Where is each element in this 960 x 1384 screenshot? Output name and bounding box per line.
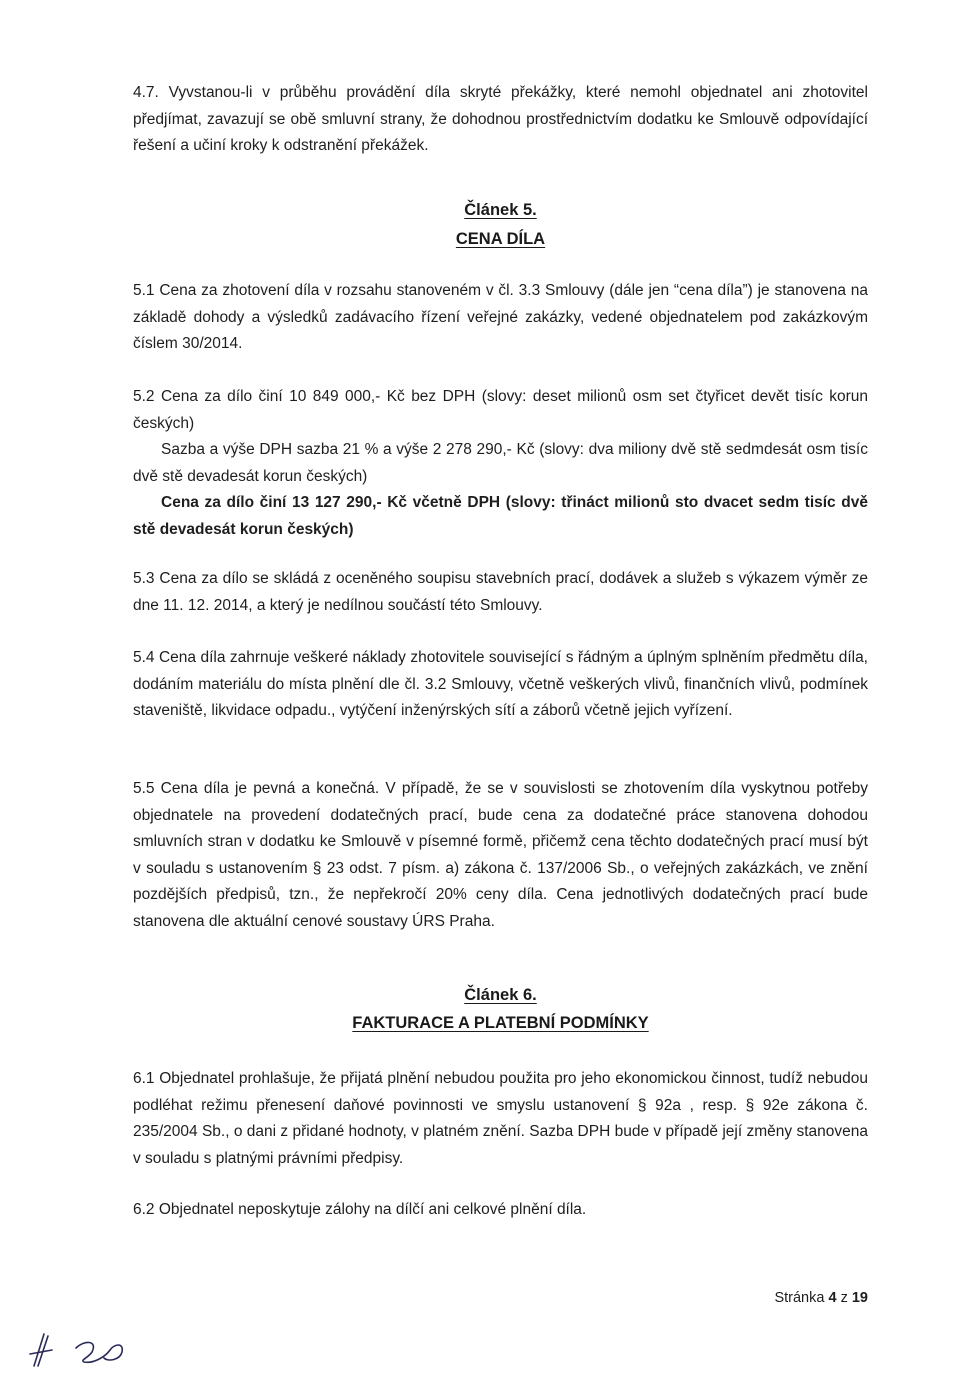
article-6-title: Článek 6.	[464, 986, 537, 1004]
paragraph-6-2: 6.2 Objednatel neposkytuje zálohy na dílčí ani celkové plnění díla.	[133, 1201, 587, 1218]
handwritten-initials-icon	[24, 1326, 134, 1372]
paragraph-5-2-vat: Sazba a výše DPH sazba 21 % a výše 2 278 290,- Kč (slovy: dva miliony dvě stě sedmdesát osm tisíc dvě stě devadesát korun českých)	[133, 441, 868, 485]
paragraph-5-4: 5.4 Cena díla zahrnuje veškeré náklady zhotovitele související s řádným a úplným splněním předmětu díla, dodáním materiálu do místa plnění dle čl. 3.2 Smlouvy, včetně veškerých vlivů, finančních vlivů, podmínek staveniště, likvidace odpadu., vytýčení inženýrských sítí a záborů včetně jejich vyřízení.	[133, 649, 868, 719]
paragraph-4-7: 4.7. Vyvstanou-li v průběhu provádění díla skryté překážky, které nemohl objednatel ani zhotovitel předjímat, zavazují se obě smluvní strany, že dohodnou prostřednictvím dodatku ke Smlouvě odpovídající řešení a učiní kroky k odstranění překážek.	[133, 84, 868, 154]
page-number-prefix: Stránka	[774, 1290, 825, 1306]
paragraph-6-1: 6.1 Objednatel prohlašuje, že přijatá plnění nebudou použita pro jeho ekonomickou činnost, tudíž nebudou podléhat režimu přenesení daňové povinnosti ve smyslu ustanovení § 92a , resp. § 92e zákona č. 235/2004 Sb., o dani z přidané hodnoty, v platném znění. Sazba DPH bude v případě její změny stanovena v souladu s platnými právními předpisy.	[133, 1070, 868, 1167]
paragraph-5-2	[133, 384, 868, 543]
paragraph-5-2-price-with-vat: Cena za dílo činí 13 127 290,- Kč včetně DPH (slovy: třináct milionů sto dvacet sedm tisíc dvě stě devadesát korun českých)	[133, 494, 868, 538]
paragraph-5-1: 5.1 Cena za zhotovení díla v rozsahu stanoveném v čl. 3.3 Smlouvy (dále jen “cena díla”) je stanovena na základě dohody a výsledků zadávacího řízení veřejné zakázky, vedené objednatelem pod zakázkovým číslem 30/2014.	[133, 282, 868, 352]
article-5-subtitle: CENA DÍLA	[455, 230, 546, 248]
paragraph-5-2-price-without-vat: 5.2 Cena za dílo činí 10 849 000,- Kč bez DPH (slovy: deset milionů osm set čtyřicet devět tisíc korun českých)	[133, 388, 868, 432]
page-number-current: 4	[828, 1290, 837, 1306]
article-6-subtitle: FAKTURACE A PLATEBNÍ PODMÍNKY	[352, 1014, 649, 1032]
page-number-separator: z	[840, 1290, 848, 1306]
paragraph-5-3: 5.3 Cena za dílo se skládá z oceněného soupisu stavebních prací, dodávek a služeb s výkazem výměr ze dne 11. 12. 2014, a který je nedílnou součástí této Smlouvy.	[133, 570, 868, 614]
paragraph-5-5: 5.5 Cena díla je pevná a konečná. V případě, že se v souvislosti se zhotovením díla vyskytnou potřeby objednatele na provedení dodatečných prací, bude cena za dodatečné práce stanovena dohodou smluvních stran v dodatku ke Smlouvě v písemné formě, přičemž cena těchto dodatečných prací musí být v souladu s ustanovením § 23 odst. 7 písm. a) zákona č. 137/2006 Sb., o veřejných zakázkách, ve znění pozdějších předpisů, tzn., že nepřekročí 20% ceny díla. Cena jednotlivých dodatečných prací bude stanovena dle aktuální cenové soustavy ÚRS Praha.	[133, 780, 868, 930]
article-5-title: Článek 5.	[464, 201, 537, 219]
page-number	[774, 1290, 868, 1306]
page-number-total: 19	[851, 1290, 868, 1306]
